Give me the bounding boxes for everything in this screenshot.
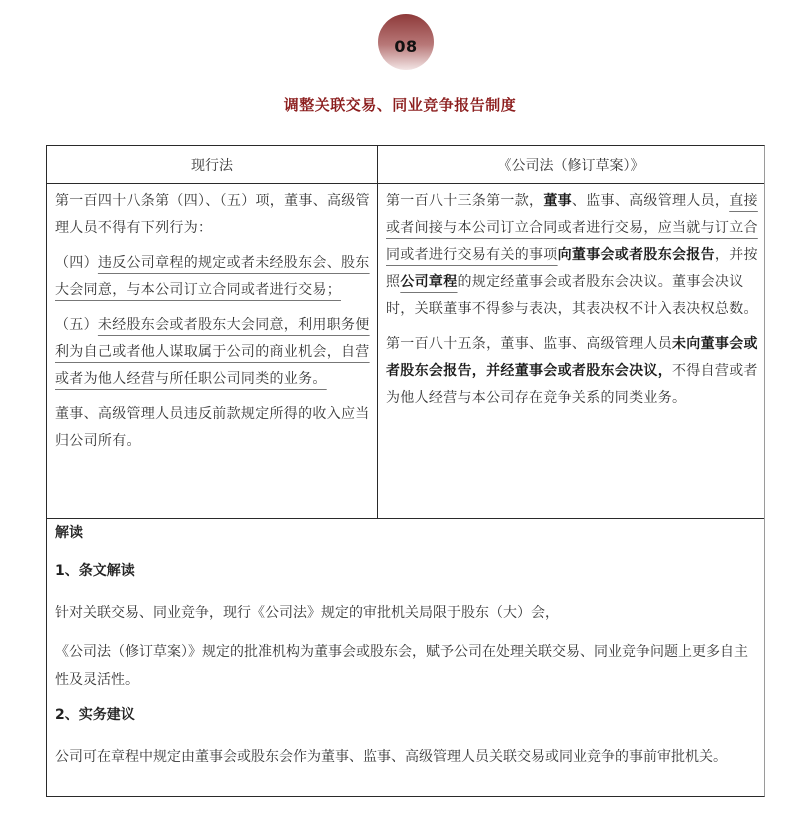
draft-law-cell: [378, 184, 764, 518]
current-law-cell: [47, 184, 378, 518]
article-183-articles: 公司章程: [400, 274, 458, 290]
item-5-text: 未经股东会或者股东大会同意，利用职务便利为自己或者他人谋取属于公司的商业机会，自营或者为他人经营与所任职公司同类的业务。: [55, 317, 370, 387]
section-title: 调整关联交易、同业竞争报告制度: [283, 96, 517, 114]
interpretation-heading: 解读: [55, 525, 83, 541]
header-current-law: 现行法: [47, 146, 378, 183]
article-183-report: 向董事会或者股东会报告: [557, 247, 715, 263]
article-183-according: ，并按照: [386, 247, 758, 290]
header-draft-law: 《公司法（修订草案）》: [497, 157, 645, 174]
item-4-text: 违反公司章程的规定或者未经股东会、股东大会同意，与本公司订立合同或者进行交易；: [55, 255, 370, 298]
section1-paragraph-2: 《公司法（修订草案）》规定的批准机构为董事会或股东会，赋予公司在处理关联交易、同业竞争问题上更多自主性及灵活性。: [55, 644, 748, 688]
current-law-item-5: [55, 312, 371, 393]
draft-article-183: [386, 188, 758, 323]
section2-title: 2、实务建议: [55, 707, 135, 723]
article-185-lead: 第一百八十五条，董事、监事、高级管理人员: [386, 336, 672, 352]
article-183-lead: 第一百八十三条第一款，: [386, 193, 544, 209]
current-law-intro: 第一百四十八条第（四）、（五）项，董事、高级管理人员不得有下列行为：: [55, 193, 370, 236]
article-183-resolution: 的规定经董事会或者股东会决议。董事会决议时，关联董事不得参与表决，其表决权不计入表决权总数。: [386, 274, 758, 317]
interpretation-section: [47, 519, 764, 796]
comparison-table: [46, 145, 765, 797]
table-body-row: [47, 184, 764, 519]
item-5-prefix: （五）: [55, 317, 98, 333]
article-185-prohibition: 不得自营或者为他人经营与本公司存在竞争关系的同类业务。: [386, 363, 758, 406]
draft-article-185: [386, 331, 758, 412]
current-law-income-clause: 董事、高级管理人员违反前款规定所得的收入应当归公司所有。: [55, 406, 370, 449]
section-number-badge: [378, 14, 434, 70]
section2-paragraph-1: 公司可在章程中规定由董事会或股东会作为董事、监事、高级管理人员关联交易或同业竞争的事前审批机关。: [55, 749, 727, 765]
section1-paragraph-1: 针对关联交易、同业竞争，现行《公司法》规定的审批机关局限于股东（大）会，: [55, 605, 559, 621]
current-law-item-4: [55, 250, 371, 304]
section1-title: 1、条文解读: [55, 563, 135, 579]
article-185-report: 未向董事会或者股东会报告，并经董事会或者股东会决议，: [386, 336, 758, 379]
article-183-directors: 董事: [543, 193, 572, 209]
article-183-transaction: 直接或者间接与本公司订立合同或者进行交易，应当就与订立合同或者进行交易有关的事项: [386, 193, 758, 263]
section-number: 08: [394, 36, 418, 56]
article-183-officers: 、监事、高级管理人员，: [571, 193, 730, 209]
table-header-row: [47, 146, 764, 184]
item-4-prefix: （四）: [55, 255, 98, 271]
